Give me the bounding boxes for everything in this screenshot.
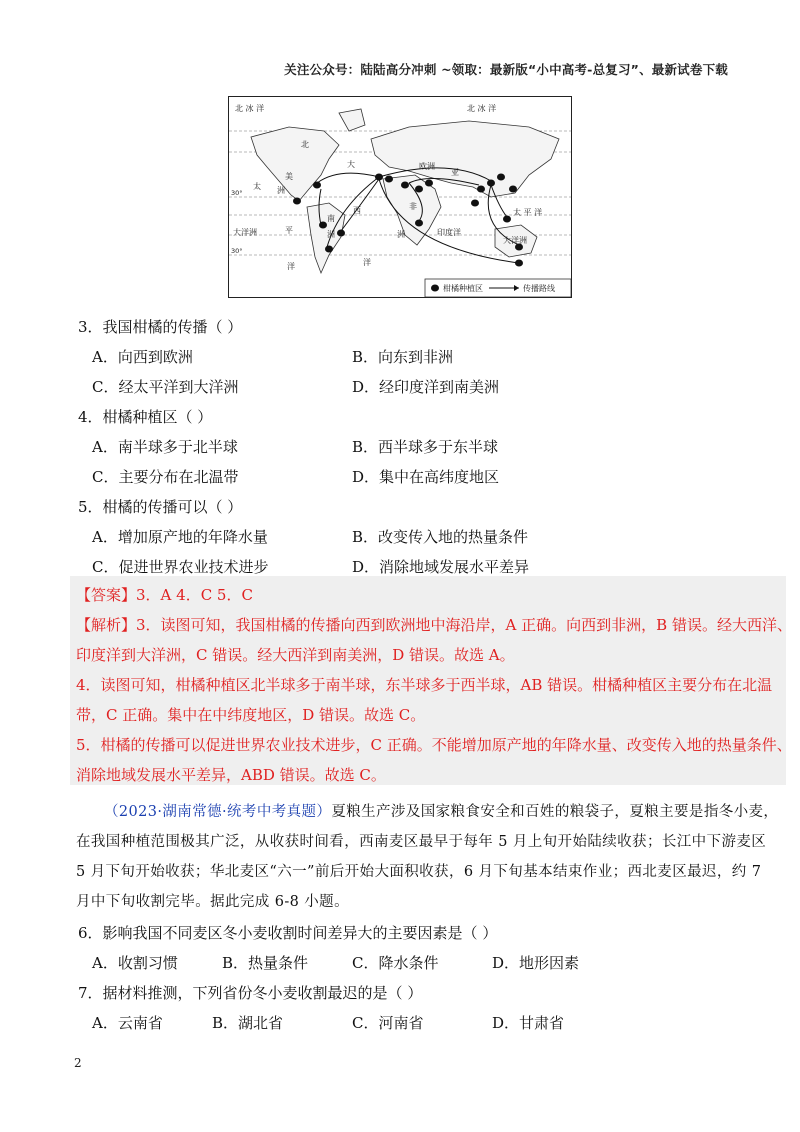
label-xi: 西: [353, 206, 361, 215]
question-4-option-d: D．集中在高纬度地区: [352, 468, 500, 486]
legend-grow-label: 柑橘种植区: [443, 284, 483, 293]
question-6-option-b: B．热量条件: [222, 954, 309, 972]
label-ya: 亚: [451, 168, 459, 177]
citrus-area-marker: [313, 182, 321, 189]
citrus-area-marker: [401, 182, 409, 189]
question-7-option-d: D．甘肃省: [492, 1014, 565, 1032]
citrus-area-marker: [385, 176, 393, 183]
north-america-shape: [251, 127, 339, 201]
label-oceania-right: 大洋洲: [503, 236, 527, 245]
question-6-stem: 6．影响我国不同麦区冬小麦收割时间差异大的主要因素是（ ）: [78, 924, 498, 942]
question-5-option-b: B．改变传入地的热量条件: [352, 528, 529, 546]
south-america-shape: [307, 203, 345, 273]
label-tai: 太: [253, 182, 261, 191]
explanation-line-6: 消除地域发展水平差异，ABD 错误。故选 C。: [76, 766, 386, 784]
label-mei: 美: [285, 172, 293, 181]
citrus-area-marker: [497, 174, 505, 181]
citrus-area-marker: [477, 186, 485, 193]
question-7-option-b: B．湖北省: [212, 1014, 284, 1032]
page-header: 关注公众号：陆陆高分冲刺 ~领取：最新版“小中高考-总复习”、最新试卷下载: [284, 62, 728, 77]
greenland-shape: [339, 109, 365, 131]
label-lat30n: 30°: [231, 189, 243, 197]
citrus-area-marker: [415, 220, 423, 227]
material-line-4: 月中下旬收割完毕。据此完成 6-8 小题。: [76, 894, 349, 910]
citrus-area-marker: [319, 222, 327, 229]
question-7-stem: 7．据材料推测，下列省份冬小麦收割最迟的是（ ）: [78, 984, 423, 1002]
page-number: 2: [74, 1056, 82, 1070]
explanation-line-3: 4．读图可知，柑橘种植区北半球多于南半球，东半球多于西半球，AB 错误。柑橘种植区主要分布在北温: [76, 676, 773, 694]
citrus-area-marker: [503, 216, 511, 223]
label-indian-ocean: 印度洋: [437, 228, 461, 237]
citrus-area-marker: [325, 246, 333, 253]
label-zhou2: 洲: [327, 230, 335, 239]
question-4-stem: 4．柑橘种植区（ ）: [78, 408, 213, 426]
question-5-option-d: D．消除地域发展水平差异: [352, 558, 530, 576]
citrus-spread-map: [228, 96, 572, 298]
map-legend: [425, 279, 571, 297]
material-line-2: 在我国种植范围极其广泛，从收获时间看，西南麦区最早于每年 5 月上旬开始陆续收获；长江中下游麦区: [76, 834, 767, 850]
citrus-area-marker: [415, 186, 423, 193]
citrus-area-marker: [471, 200, 479, 207]
label-lat30s: 30°: [231, 247, 243, 255]
explanation-line-1: 【解析】3．读图可知，我国柑橘的传播向西到欧洲地中海沿岸，A 正确。向西到非洲，B 错误。经大西洋、: [76, 616, 792, 634]
question-3-stem: 3．我国柑橘的传播（ ）: [78, 318, 243, 336]
question-3-option-b: B．向东到非洲: [352, 348, 454, 366]
question-5-option-c: C．促进世界农业技术进步: [92, 558, 269, 576]
question-7-option-a: A．云南省: [92, 1014, 163, 1032]
question-3-option-d: D．经印度洋到南美洲: [352, 378, 500, 396]
explanation-line-2: 印度洋到大洋洲，C 错误。经大西洋到南美洲，D 错误。故选 A。: [76, 646, 515, 664]
citrus-area-marker: [293, 198, 301, 205]
material-text-1: 夏粮生产涉及国家粮食安全和百姓的粮袋子，夏粮主要是指冬小麦，: [331, 804, 779, 820]
material-line-1: [104, 800, 778, 821]
label-arctic-left: 北 冰 洋: [235, 104, 265, 113]
question-6-option-c: C．降水条件: [352, 954, 439, 972]
citrus-area-marker: [425, 180, 433, 187]
label-oceania-left: 大洋洲: [233, 228, 257, 237]
label-nan: 南: [327, 214, 335, 223]
question-4-option-a: A．南半球多于北半球: [92, 438, 238, 456]
citrus-area-marker: [515, 260, 523, 267]
material-line-3: 5 月下旬开始收获；华北麦区“六一”前后开始大面积收获，6 月下旬基本结束作业；西北麦区最迟，约 7: [76, 864, 762, 880]
question-6-option-d: D．地形因素: [492, 954, 580, 972]
legend-citrus-icon: [431, 285, 439, 292]
label-europe: 欧洲: [419, 162, 435, 171]
question-3-option-c: C．经太平洋到大洋洲: [92, 378, 239, 396]
legend-route-label: 传播路线: [523, 284, 555, 293]
label-yang2: 洋: [363, 258, 371, 267]
question-7-option-c: C．河南省: [352, 1014, 424, 1032]
explanation-line-4: 带，C 正确。集中在中纬度地区，D 错误。故选 C。: [76, 706, 426, 724]
world-map-figure: [229, 97, 571, 297]
label-yang1: 洋: [287, 262, 295, 271]
citrus-area-marker: [337, 230, 345, 237]
label-zhou1: 洲: [277, 186, 285, 195]
label-zhou3: 洲: [397, 230, 405, 239]
citrus-area-marker: [509, 186, 517, 193]
answer-line: 【答案】3．A 4．C 5．C: [76, 586, 253, 604]
label-ping: 平: [285, 226, 293, 235]
citrus-area-marker: [487, 180, 495, 187]
label-bei: 北: [301, 140, 309, 149]
question-6-option-a: A．收割习惯: [92, 954, 178, 972]
question-5-stem: 5．柑橘的传播可以（ ）: [78, 498, 243, 516]
question-4-option-c: C．主要分布在北温带: [92, 468, 239, 486]
label-feizhou: 非: [409, 202, 417, 211]
label-arctic-right: 北 冰 洋: [467, 104, 497, 113]
explanation-line-5: 5．柑橘的传播可以促进世界农业技术进步，C 正确。不能增加原产地的年降水量、改变传入地的热量条件、: [76, 736, 792, 754]
citrus-area-marker: [375, 174, 383, 181]
material-source: （2023·湖南常德·统考中考真题）: [104, 804, 332, 820]
label-da: 大: [347, 160, 355, 169]
question-4-option-b: B．西半球多于东半球: [352, 438, 499, 456]
label-pacific-right: 太 平 洋: [513, 208, 543, 217]
question-3-option-a: A．向西到欧洲: [92, 348, 193, 366]
question-5-option-a: A．增加原产地的年降水量: [92, 528, 268, 546]
